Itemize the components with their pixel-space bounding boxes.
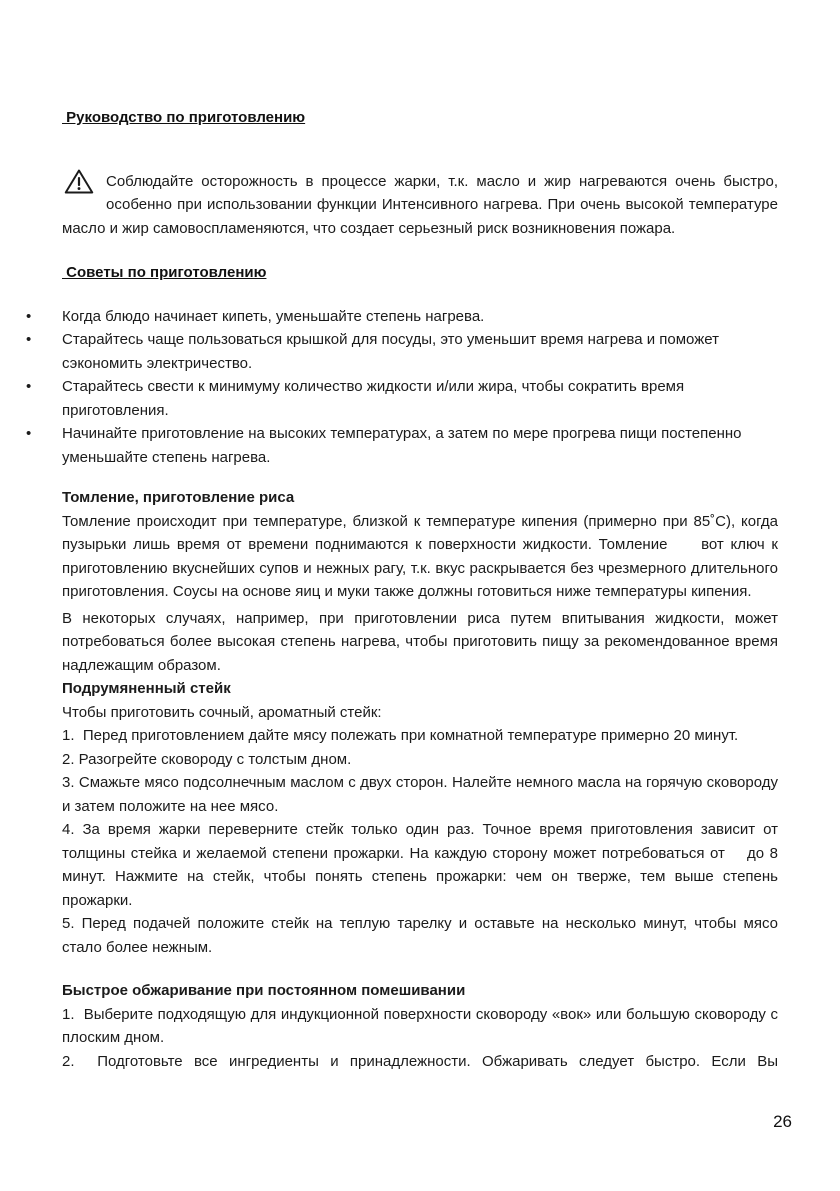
steak-step: 1. Перед приготовлением дайте мясу полежать при комнатной температуре примерно 20 минут. xyxy=(62,727,739,744)
list-item: • Начинайте приготовление на высоких температурах, а затем по мере прогрева пищи постепенно уменьшайте степень нагрева. xyxy=(62,422,778,469)
stirfry-heading: Быстрое обжаривание при постоянном помешивании xyxy=(62,982,466,999)
stirfry-step: 1. Выберите подходящую для индукционной поверхности сковороду «вок» или большую сковороду с плоским дном. xyxy=(62,1005,778,1046)
list-item: • Когда блюдо начинает кипеть, уменьшайте степень нагрева. xyxy=(62,305,778,329)
warning-paragraph xyxy=(62,170,778,241)
steak-step: 3. Смажьте мясо подсолнечным маслом с двух сторон. Налейте немного масла на горячую сковороду и затем положите на нее мясо. xyxy=(62,774,778,815)
list-item: • Старайтесь свести к минимуму количество жидкости и/или жира, чтобы сократить время приготовления. xyxy=(62,375,778,422)
steak-section xyxy=(62,677,778,959)
simmering-paragraph-1: Томление происходит при температуре, близкой к температуре кипения (примерно при 85˚С), когда пузырьки лишь время от времени поднимаются к поверхности жидкости. Томление вот ключ к приготовлению вкуснейших супов и нежных рагу, т.к. вкус раскрывается без чрезмерного длительного приготовления. Соусы на основе яиц и муки также должны готовиться ниже температуры кипения. xyxy=(62,512,778,600)
list-item: • Старайтесь чаще пользоваться крышкой для посуды, это уменьшит время нагрева и поможет сэкономить электричество. xyxy=(62,328,778,375)
steak-step: 4. За время жарки переверните стейк только один раз. Точное время приготовления зависит от толщины стейка и желаемой степени прожарки. На каждую сторону может потребоваться от до 8 минут. Нажмите на стейк, чтобы понять степень прожарки: чем он тверже, тем выше степень прожарки. xyxy=(62,821,778,909)
steak-intro: Чтобы приготовить сочный, ароматный стейк: xyxy=(62,703,382,721)
warning-text: Соблюдайте осторожность в процессе жарки, т.к. масло и жир нагреваются очень быстро, особенно при использовании функции Интенсивного нагрева. При очень высокой температуре масло и жир самовоспламеняются, что создает серьезный риск возникновения пожара. xyxy=(62,172,778,237)
steak-step: 5. Перед подачей положите стейк на теплую тарелку и оставьте на несколько минут, чтобы мясо стало более нежным. xyxy=(62,915,778,956)
stirfry-step: 2. Подготовьте все ингредиенты и принадлежности. Обжаривать следует быстро. Если Вы xyxy=(62,1052,778,1070)
tips-list xyxy=(62,305,778,470)
tips-heading: Советы по приготовлению xyxy=(62,264,267,281)
steak-heading: Подрумяненный стейк xyxy=(62,680,231,697)
stirfry-section xyxy=(62,979,778,1073)
simmering-paragraph-2: В некоторых случаях, например, при приготовлении риса путем впитывания жидкости, может потребоваться более высокая степень нагрева, чтобы приготовить пищу за рекомендованное время надлежащим образом. xyxy=(62,609,778,674)
simmering-heading: Томление, приготовление риса xyxy=(62,489,295,506)
simmering-section xyxy=(62,486,778,677)
page-content xyxy=(62,106,778,1073)
page-number: 26 xyxy=(773,1112,792,1131)
steak-step: 2. Разогрейте сковороду с толстым дном. xyxy=(62,750,352,768)
warning-triangle-icon xyxy=(64,168,98,194)
guide-heading: Руководство по приготовлению xyxy=(62,109,306,126)
